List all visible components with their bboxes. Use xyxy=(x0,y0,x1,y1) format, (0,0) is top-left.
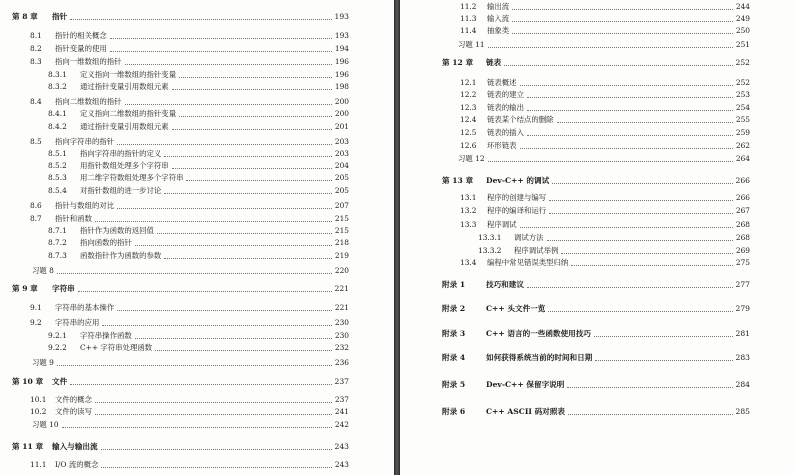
toc-page-number: 218 xyxy=(334,238,349,247)
toc-leader-dots xyxy=(102,324,332,326)
toc-number: 附录 6 xyxy=(442,407,466,416)
toc-number: 8.5 xyxy=(30,137,42,146)
toc-entry xyxy=(460,141,750,151)
toc-chapter-entry xyxy=(12,377,349,387)
toc-number: 8.7 xyxy=(30,214,42,223)
toc-entry xyxy=(30,97,349,107)
toc-number: 12.6 xyxy=(460,141,477,150)
toc-title: 技巧和建议 xyxy=(486,280,524,289)
toc-entry xyxy=(48,238,349,248)
toc-page-number: 200 xyxy=(334,97,349,106)
toc-leader-dots xyxy=(95,413,332,415)
toc-title: 指向字符串的指针的定义 xyxy=(80,149,162,158)
toc-page-number: 254 xyxy=(735,103,750,112)
toc-leader-dots xyxy=(57,272,332,274)
toc-title: 抽象类 xyxy=(487,26,510,35)
toc-leader-dots xyxy=(552,182,732,184)
toc-page-number: 268 xyxy=(735,220,750,229)
toc-number: 附录 2 xyxy=(442,304,466,313)
toc-page-number: 250 xyxy=(735,26,750,35)
toc-page-number: 266 xyxy=(735,176,750,185)
toc-number: 第 11 章 xyxy=(12,442,44,451)
toc-page-number: 230 xyxy=(334,318,349,327)
toc-leader-dots xyxy=(135,244,332,246)
toc-leader-dots xyxy=(488,46,733,48)
toc-page-number: 262 xyxy=(735,141,750,150)
toc-leader-dots xyxy=(117,143,332,145)
toc-leader-dots xyxy=(155,349,332,351)
toc-title: 字符串操作函数 xyxy=(80,331,132,340)
toc-leader-dots xyxy=(527,134,733,136)
toc-title: 通过指针变量引用数组元素 xyxy=(80,82,169,91)
toc-entry xyxy=(30,318,349,328)
toc-title: C++ ASCII 码对照表 xyxy=(486,407,565,416)
toc-number: 8.3.1 xyxy=(48,70,67,79)
toc-number: 8.5.4 xyxy=(48,186,67,195)
toc-page-number: 283 xyxy=(735,353,750,362)
toc-title: 习题 12 xyxy=(458,154,485,163)
toc-entry xyxy=(460,26,750,36)
toc-title: 输出流 xyxy=(487,2,510,11)
toc-title: C++ 语言的一些函数使用技巧 xyxy=(486,329,591,338)
toc-leader-dots xyxy=(504,64,732,66)
toc-leader-dots xyxy=(561,252,733,254)
toc-entry xyxy=(478,233,750,243)
toc-page-number: 219 xyxy=(334,251,349,260)
toc-entry xyxy=(30,44,349,54)
toc-entry xyxy=(30,57,349,67)
toc-title: 链表的建立 xyxy=(487,90,524,99)
toc-entry xyxy=(30,460,349,470)
toc-title: 指针和函数 xyxy=(55,214,92,223)
toc-leader-dots xyxy=(594,335,733,337)
toc-page-number: 244 xyxy=(735,2,750,11)
toc-title: 字符串的基本操作 xyxy=(55,303,115,312)
right-page xyxy=(400,0,796,475)
toc-number: 8.5.3 xyxy=(48,173,67,182)
toc-leader-dots xyxy=(62,426,332,428)
toc-leader-dots xyxy=(110,50,332,52)
toc-leader-dots xyxy=(547,239,733,241)
toc-leader-dots xyxy=(179,115,332,117)
toc-page-number: 284 xyxy=(735,380,750,389)
toc-entry xyxy=(460,115,750,125)
toc-page-number: 203 xyxy=(334,149,349,158)
toc-title: C++ 头文件一览 xyxy=(486,304,546,313)
toc-title: 通过指针变量引用数组元素 xyxy=(80,122,169,131)
toc-title: 习题 9 xyxy=(32,358,54,367)
toc-title: 用指针数组处理多个字符串 xyxy=(80,161,169,170)
toc-number: 11.4 xyxy=(460,26,477,35)
toc-page-number: 252 xyxy=(735,58,750,67)
toc-page-number: 252 xyxy=(735,78,750,87)
toc-leader-dots xyxy=(101,448,332,450)
toc-page-number: 241 xyxy=(334,407,349,416)
toc-leader-dots xyxy=(595,359,732,361)
toc-title: 定义指向一维数组的指针变量 xyxy=(80,70,177,79)
toc-entry xyxy=(48,161,349,171)
toc-number: 8.1 xyxy=(30,31,42,40)
toc-page-number: 268 xyxy=(735,233,750,242)
toc-page-number: 279 xyxy=(735,304,750,313)
toc-page-number: 196 xyxy=(334,70,349,79)
toc-entry xyxy=(30,137,349,147)
toc-entry xyxy=(460,90,750,100)
toc-leader-dots xyxy=(520,84,733,86)
toc-page-number: 215 xyxy=(334,226,349,235)
toc-leader-dots xyxy=(157,232,332,234)
toc-page-number: 221 xyxy=(334,303,349,312)
toc-page-number: 259 xyxy=(735,128,750,137)
toc-chapter-entry xyxy=(442,353,750,363)
toc-entry xyxy=(30,31,349,41)
toc-number: 13.1 xyxy=(460,193,477,202)
toc-chapter-entry xyxy=(12,12,349,22)
toc-chapter-entry xyxy=(12,284,349,294)
toc-entry xyxy=(48,331,349,341)
toc-leader-dots xyxy=(78,290,332,292)
toc-number: 8.4.2 xyxy=(48,122,67,131)
toc-leader-dots xyxy=(567,386,732,388)
toc-number: 8.7.2 xyxy=(48,238,67,247)
toc-title: 习题 10 xyxy=(32,420,59,429)
toc-leader-dots xyxy=(568,413,733,415)
toc-leader-dots xyxy=(527,96,733,98)
toc-chapter-entry xyxy=(442,176,750,186)
toc-number: 8.6 xyxy=(30,201,42,210)
toc-title: 对指针数组的进一步讨论 xyxy=(80,186,162,195)
toc-number: 附录 5 xyxy=(442,380,466,389)
toc-leader-dots xyxy=(135,337,332,339)
toc-leader-dots xyxy=(512,8,733,10)
toc-number: 附录 4 xyxy=(442,353,466,362)
toc-chapter-entry xyxy=(442,280,750,290)
toc-chapter-entry xyxy=(12,442,349,452)
toc-number: 9.2.1 xyxy=(48,331,67,340)
toc-entry xyxy=(30,407,349,417)
toc-page-number: 253 xyxy=(735,90,750,99)
toc-title: 文件的读写 xyxy=(55,407,92,416)
toc-title: 环形链表 xyxy=(487,141,517,150)
toc-leader-dots xyxy=(548,310,732,312)
toc-leader-dots xyxy=(110,37,332,39)
toc-number: 8.3.2 xyxy=(48,82,67,91)
toc-page-number: 264 xyxy=(735,154,750,163)
toc-title: 如何获得系统当前的时间和日期 xyxy=(486,353,593,362)
toc-page-number: 205 xyxy=(334,186,349,195)
toc-title: 指向二维数组的指针 xyxy=(55,97,122,106)
toc-number: 8.5.1 xyxy=(48,149,67,158)
toc-entry xyxy=(460,128,750,138)
toc-entry xyxy=(32,420,349,430)
toc-leader-dots xyxy=(70,18,331,20)
toc-number: 11.1 xyxy=(30,460,47,469)
left-page xyxy=(0,0,394,475)
toc-page-number: 281 xyxy=(735,329,750,338)
toc-leader-dots xyxy=(101,466,332,468)
toc-number: 第 12 章 xyxy=(442,58,474,67)
toc-leader-dots xyxy=(172,167,332,169)
toc-number: 第 9 章 xyxy=(12,284,38,293)
toc-leader-dots xyxy=(95,220,332,222)
toc-title: 定义指向二维数组的指针变量 xyxy=(80,109,177,118)
toc-entry xyxy=(460,193,750,203)
toc-entry xyxy=(460,78,750,88)
toc-page-number: 201 xyxy=(334,122,349,131)
toc-page-number: 193 xyxy=(334,31,349,40)
toc-title: 链表某个结点的删除 xyxy=(487,115,554,124)
toc-entry xyxy=(460,220,750,230)
toc-page-number: 236 xyxy=(334,358,349,367)
toc-entry xyxy=(460,2,750,12)
toc-number: 10.2 xyxy=(30,407,47,416)
toc-page-number: 207 xyxy=(334,201,349,210)
toc-leader-dots xyxy=(549,199,733,201)
toc-page-number: 277 xyxy=(735,280,750,289)
toc-leader-dots xyxy=(172,88,332,90)
toc-leader-dots xyxy=(125,103,332,105)
toc-number: 11.2 xyxy=(460,2,477,11)
toc-entry xyxy=(460,14,750,24)
toc-title: 指向字符串的指针 xyxy=(55,137,115,146)
toc-title: 输入与输出流 xyxy=(52,442,98,451)
toc-number: 12.4 xyxy=(460,115,477,124)
toc-entry xyxy=(30,395,349,405)
toc-number: 第 8 章 xyxy=(12,12,38,21)
toc-number: 9.2 xyxy=(30,318,42,327)
toc-title: 链表的插入 xyxy=(487,128,524,137)
toc-entry xyxy=(48,343,349,353)
toc-number: 13.3 xyxy=(460,220,477,229)
toc-leader-dots xyxy=(117,207,332,209)
toc-entry xyxy=(48,251,349,261)
toc-title: Dev-C++ 保留字说明 xyxy=(486,380,565,389)
toc-number: 8.4 xyxy=(30,97,42,106)
toc-number: 9.1 xyxy=(30,303,42,312)
toc-page-number: 249 xyxy=(735,14,750,23)
toc-page-number: 230 xyxy=(334,331,349,340)
toc-page-number: 198 xyxy=(334,82,349,91)
toc-leader-dots xyxy=(172,128,332,130)
toc-title: 程序调试举例 xyxy=(514,246,559,255)
toc-leader-dots xyxy=(125,63,332,65)
toc-number: 11.3 xyxy=(460,14,477,23)
toc-title: 字符串的应用 xyxy=(55,318,100,327)
toc-leader-dots xyxy=(549,212,733,214)
toc-title: 函数指针作为函数的参数 xyxy=(80,251,162,260)
toc-leader-dots xyxy=(512,20,733,22)
toc-chapter-entry xyxy=(442,329,750,339)
toc-number: 9.2.2 xyxy=(48,343,67,352)
toc-leader-dots xyxy=(164,257,332,259)
toc-page-number: 242 xyxy=(334,420,349,429)
toc-title: 调试方法 xyxy=(514,233,544,242)
toc-entry xyxy=(460,103,750,113)
toc-page-number: 243 xyxy=(334,460,349,469)
toc-title: 文件 xyxy=(52,377,68,386)
toc-title: 文件的概念 xyxy=(55,395,92,404)
toc-number: 第 10 章 xyxy=(12,377,44,386)
toc-leader-dots xyxy=(527,109,733,111)
toc-page-number: 220 xyxy=(334,266,349,275)
toc-title: I/O 流的概念 xyxy=(55,460,99,469)
toc-title: 指向函数的指针 xyxy=(80,238,132,247)
toc-page-number: 215 xyxy=(334,214,349,223)
toc-leader-dots xyxy=(186,179,331,181)
toc-number: 13.3.1 xyxy=(478,233,502,242)
toc-page-number: 285 xyxy=(735,407,750,416)
toc-number: 12.5 xyxy=(460,128,477,137)
toc-title: 指针的相关概念 xyxy=(55,31,107,40)
toc-leader-dots xyxy=(520,226,733,228)
toc-entry xyxy=(48,149,349,159)
toc-entry xyxy=(460,258,750,268)
toc-page-number: 269 xyxy=(735,246,750,255)
toc-page-number: 205 xyxy=(334,173,349,182)
toc-number: 8.5.2 xyxy=(48,161,67,170)
toc-chapter-entry xyxy=(442,58,750,68)
toc-title: 习题 8 xyxy=(32,266,54,275)
toc-title: 编程中常见错误类型归纳 xyxy=(487,258,569,267)
toc-leader-dots xyxy=(57,364,332,366)
toc-number: 10.1 xyxy=(30,395,47,404)
toc-chapter-entry xyxy=(442,304,750,314)
toc-page-number: 243 xyxy=(334,442,349,451)
toc-page-number: 194 xyxy=(334,44,349,53)
toc-number: 8.7.1 xyxy=(48,226,67,235)
toc-entry xyxy=(48,109,349,119)
toc-leader-dots xyxy=(512,32,733,34)
toc-title: 程序调试 xyxy=(487,220,517,229)
toc-page-number: 275 xyxy=(735,258,750,267)
toc-number: 8.2 xyxy=(30,44,42,53)
toc-title: 指向一维数组的指针 xyxy=(55,57,122,66)
toc-title: 用二维字符数组处理多个字符串 xyxy=(80,173,184,182)
toc-title: 链表 xyxy=(486,58,502,67)
toc-entry xyxy=(32,266,349,276)
toc-leader-dots xyxy=(164,192,332,194)
toc-entry xyxy=(30,214,349,224)
toc-entry xyxy=(458,40,750,50)
toc-number: 13.3.2 xyxy=(478,246,502,255)
toc-leader-dots xyxy=(117,309,332,311)
toc-page-number: 193 xyxy=(334,12,349,21)
toc-entry xyxy=(32,358,349,368)
toc-title: 习题 11 xyxy=(458,40,485,49)
toc-chapter-entry xyxy=(442,407,750,417)
toc-title: 程序的编译和运行 xyxy=(487,206,547,215)
toc-entry xyxy=(478,246,750,256)
toc-number: 附录 3 xyxy=(442,329,466,338)
toc-leader-dots xyxy=(164,155,332,157)
toc-entry xyxy=(48,122,349,132)
toc-number: 12.2 xyxy=(460,90,477,99)
toc-number: 附录 1 xyxy=(442,280,466,289)
toc-page-number: 267 xyxy=(735,206,750,215)
toc-number: 13.4 xyxy=(460,258,477,267)
toc-title: 指针变量的使用 xyxy=(55,44,107,53)
toc-page-number: 237 xyxy=(334,377,349,386)
toc-title: 指针 xyxy=(52,12,68,21)
toc-entry xyxy=(48,173,349,183)
toc-entry xyxy=(48,226,349,236)
toc-entry xyxy=(48,70,349,80)
toc-leader-dots xyxy=(179,76,332,78)
toc-page-number: 255 xyxy=(735,115,750,124)
toc-title: 链表的输出 xyxy=(487,103,524,112)
toc-entry xyxy=(48,82,349,92)
toc-number: 8.7.3 xyxy=(48,251,67,260)
toc-title: 指针作为函数的返回值 xyxy=(80,226,154,235)
toc-page-number: 200 xyxy=(334,109,349,118)
toc-page-number: 237 xyxy=(334,395,349,404)
toc-number: 8.3 xyxy=(30,57,42,66)
toc-number: 13.2 xyxy=(460,206,477,215)
toc-page-number: 203 xyxy=(334,137,349,146)
toc-entry xyxy=(460,206,750,216)
toc-page-number: 204 xyxy=(334,161,349,170)
toc-number: 12.3 xyxy=(460,103,477,112)
toc-leader-dots xyxy=(520,147,733,149)
toc-page-number: 251 xyxy=(735,40,750,49)
toc-title: 指针与数组的对比 xyxy=(55,201,115,210)
toc-title: 字符串 xyxy=(52,284,75,293)
toc-title: Dev-C++ 的调试 xyxy=(486,176,550,185)
toc-leader-dots xyxy=(488,160,733,162)
toc-leader-dots xyxy=(527,286,733,288)
toc-title: C++ 字符串处理函数 xyxy=(80,343,153,352)
toc-page-number: 196 xyxy=(334,57,349,66)
toc-entry xyxy=(30,201,349,211)
toc-leader-dots xyxy=(557,121,733,123)
toc-number: 8.4.1 xyxy=(48,109,67,118)
toc-entry xyxy=(48,186,349,196)
toc-number: 12.1 xyxy=(460,78,477,87)
toc-page-number: 266 xyxy=(735,193,750,202)
toc-chapter-entry xyxy=(442,380,750,390)
toc-page-number: 232 xyxy=(334,343,349,352)
toc-leader-dots xyxy=(95,401,332,403)
toc-entry xyxy=(458,154,750,164)
toc-leader-dots xyxy=(571,264,733,266)
toc-number: 第 13 章 xyxy=(442,176,474,185)
toc-entry xyxy=(30,303,349,313)
toc-title: 链表概述 xyxy=(487,78,517,87)
toc-title: 程序的创建与编写 xyxy=(487,193,547,202)
toc-page-number: 221 xyxy=(334,284,349,293)
toc-leader-dots xyxy=(70,383,331,385)
toc-title: 输入流 xyxy=(487,14,510,23)
